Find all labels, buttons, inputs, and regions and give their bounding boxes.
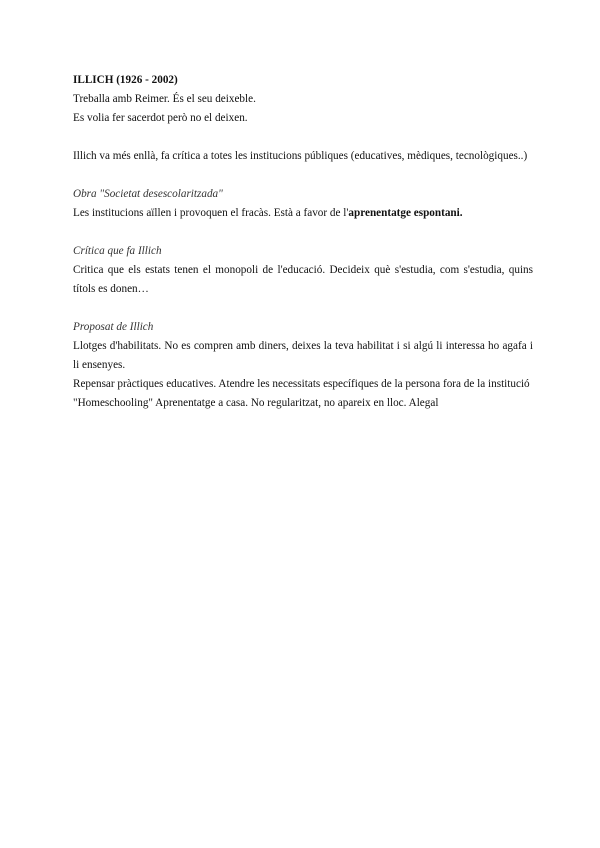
proposta-item-2: Repensar pràctiques educatives. Atendre les necessitats específiques de la persona fora de la institució [73,378,530,390]
intro-line-1: Treballa amb Reimer. És el seu deixeble. [73,93,256,105]
critica-paragraph: Critica que els estats tenen el monopoli de l'educació. Decideix què s'estudia, com s'estudia, quins títols es donen… [73,264,533,295]
obra-text-bold: aprenentatge espontani. [348,207,463,219]
spacer [73,299,533,318]
spacer [73,223,533,242]
obra-heading: Obra "Societat desescolaritzada" [73,188,223,200]
spacer [73,166,533,185]
intro-line-2: Es volia fer sacerdot però no el deixen. [73,112,248,124]
obra-paragraph [73,204,533,223]
spacer [73,128,533,147]
proposta-item-3: "Homeschooling" Aprenentatge a casa. No regularitzat, no apareix en lloc. Alegal [73,397,439,409]
critica-heading: Crítica que fa Illich [73,245,162,257]
proposta-item-1: Llotges d'habilitats. No es compren amb diners, deixes la teva habilitat i si algú li interessa ho agafa i li ensenyes. [73,340,533,371]
proposta-heading: Proposat de Illich [73,321,154,333]
obra-text: Les institucions aïllen i provoquen el fracàs. Està a favor de l' [73,207,349,219]
document-title: ILLICH (1926 - 2002) [73,74,178,86]
summary-paragraph: Illich va més enllà, fa crítica a totes les institucions públiques (educatives, mèdiques, tecnològiques..) [73,150,528,162]
document-page [73,71,533,413]
